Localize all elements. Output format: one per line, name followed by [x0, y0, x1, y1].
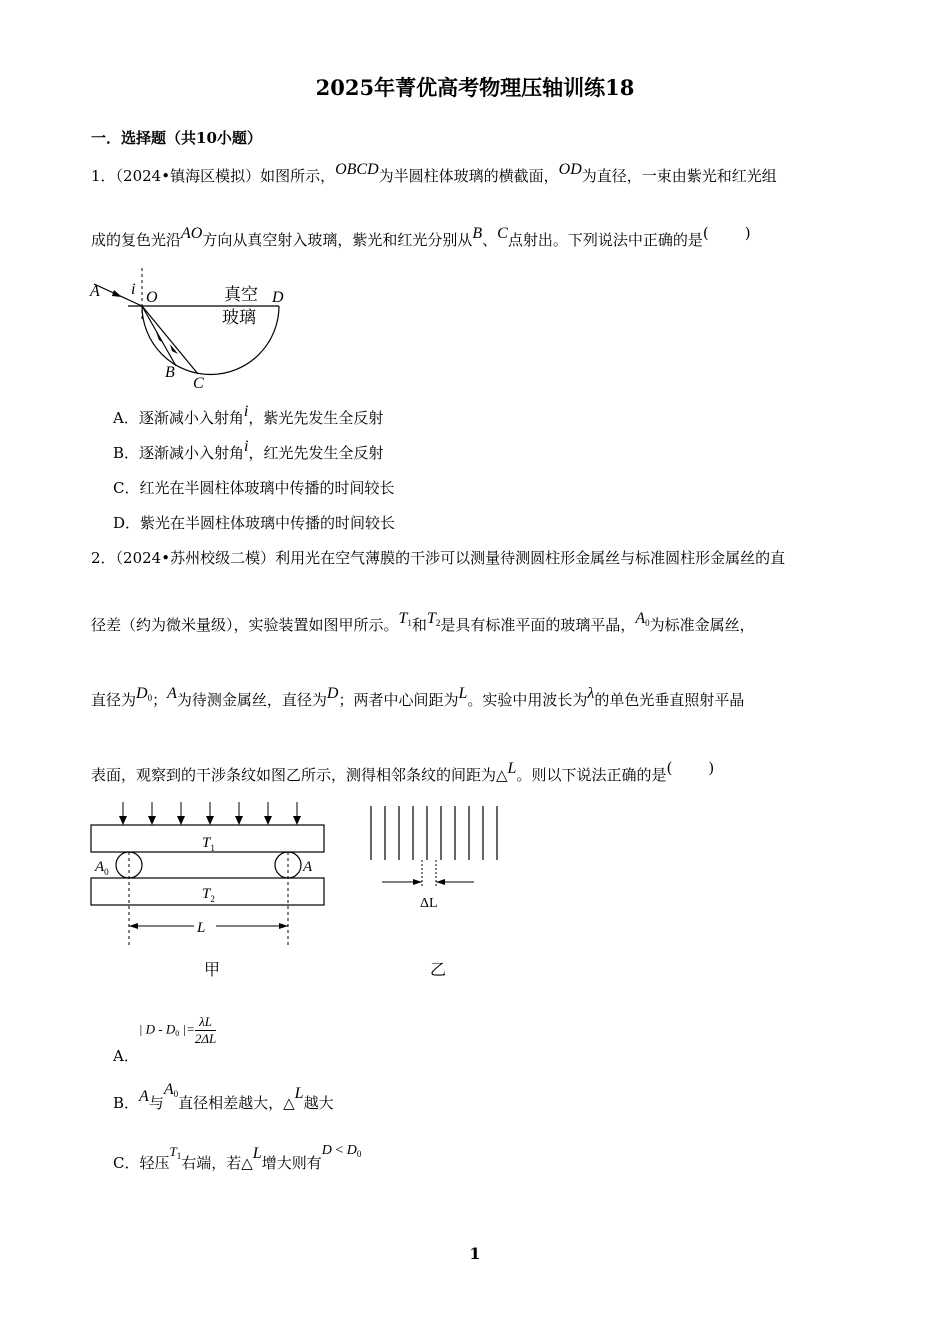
q2-var-t2 [427, 610, 440, 627]
answer-paren-close: ) [708, 759, 715, 777]
formula-subscript: 0 [175, 1029, 180, 1039]
option-label: B． [113, 444, 140, 462]
formula-fraction [195, 1014, 216, 1047]
fraction-numerator: λL [195, 1014, 216, 1031]
q1-option-b[interactable] [113, 438, 384, 463]
q2-line-1: 2．（2024•苏州校级二模）利用光在空气薄膜的干涉可以测量待测圆柱形金属丝与标准圆柱形金属丝的直 [91, 549, 786, 567]
label-letter: A [95, 859, 105, 875]
option-text: 右端，若△ [181, 1154, 253, 1172]
q1-line-2 [91, 224, 751, 250]
label-c: C [193, 375, 204, 392]
label-b: B [165, 364, 175, 381]
var-letter: D [346, 1143, 357, 1158]
var-subscript: 1 [176, 1151, 182, 1161]
q1-text: 方向从真空射入玻璃，紫光和红光分别从 [202, 231, 473, 249]
page-title: 2025年菁优高考物理压轴训练18 [315, 75, 635, 100]
label-i: i [131, 281, 136, 298]
q2-var-t1 [399, 610, 412, 627]
answer-paren-open: ( [666, 759, 673, 777]
q1-var-b: B [472, 225, 483, 242]
option-text: 与 [148, 1094, 164, 1112]
var-letter: D [136, 685, 148, 702]
var-letter: A [163, 1081, 174, 1098]
q2-var-a0 [635, 610, 649, 627]
q1-text: 成的复色光沿 [91, 231, 182, 249]
section-heading: 一．选择题（共10小题） [91, 129, 262, 147]
label-subscript: 1 [210, 843, 215, 853]
answer-paren-close: ) [744, 224, 751, 242]
option-text: 逐渐减小入射角 [139, 444, 245, 462]
option-text: 逐渐减小入射角 [138, 409, 244, 427]
q1-var-ao: AO [181, 225, 203, 242]
var-letter: T [426, 610, 436, 627]
option-text: ，紫光先发生全反射 [248, 409, 384, 427]
formula-a [139, 1014, 216, 1047]
q1-option-a[interactable] [113, 403, 384, 428]
label-l: L [197, 920, 206, 936]
q2-option-a[interactable] [113, 1012, 217, 1066]
q2-text: 是具有标准平面的玻璃平晶， [440, 616, 636, 634]
less-than: < [331, 1143, 347, 1158]
q1-text: 点射出。下列说法中正确的是 [507, 231, 703, 249]
option-var: i [243, 403, 249, 420]
formula-lhs: | D - D [138, 1021, 176, 1037]
label-d: D [272, 289, 284, 306]
var-subscript: 1 [407, 618, 412, 628]
option-text: 紫光在半圆柱体玻璃中传播的时间较长 [140, 514, 396, 532]
option-var: A [139, 1088, 149, 1105]
label-yi: 乙 [430, 960, 447, 979]
label-vacuum: 真空 [224, 285, 258, 305]
option-text: ，红光先发生全反射 [248, 444, 384, 462]
label-letter: T [202, 886, 211, 902]
q2-line-4 [91, 759, 715, 785]
var-subscript: 0 [645, 618, 650, 628]
var-subscript: 0 [147, 693, 153, 703]
label-a: A [90, 283, 100, 300]
q1-text: 为半圆柱体玻璃的横截面， [378, 167, 559, 185]
var-subscript: 2 [435, 618, 441, 628]
option-var-t1 [170, 1144, 182, 1159]
label-a: A [303, 859, 313, 875]
var-letter: T [169, 1144, 177, 1159]
var-subscript: 0 [356, 1149, 362, 1159]
option-text: 直径相差越大，△ [178, 1094, 295, 1112]
q2-text: 直径为 [91, 691, 137, 709]
option-var-a0 [164, 1081, 178, 1098]
option-inequality [322, 1143, 362, 1158]
q2-var-l: L [507, 760, 517, 777]
label-delta-l: ΔL [420, 896, 438, 911]
q1-var-obcd: OBCD [335, 161, 379, 178]
option-var: L [252, 1145, 262, 1162]
q2-text: 表面，观察到的干涉条纹如图乙所示，测得相邻条纹的间距为△ [91, 766, 508, 784]
q2-var-l: L [458, 685, 468, 702]
q2-line-2 [91, 610, 755, 635]
label-letter: T [202, 835, 211, 851]
label-subscript: 2 [210, 894, 215, 904]
q1-option-d[interactable] [113, 512, 395, 533]
option-label: A． [113, 1047, 139, 1066]
q2-var-d0 [136, 685, 152, 702]
option-label: C． [113, 1154, 140, 1172]
page-number: 1 [469, 1244, 481, 1263]
option-var: i [244, 438, 249, 455]
q2-option-b[interactable] [113, 1081, 334, 1113]
q2-text: 和 [411, 616, 427, 634]
option-label: D． [113, 514, 141, 532]
option-text: 增大则有 [261, 1154, 322, 1172]
q2-figure [86, 798, 516, 983]
q1-text: 1．（2024•镇海区模拟）如图所示， [91, 167, 336, 185]
option-text: 轻压 [139, 1154, 170, 1172]
option-label: A． [113, 409, 139, 427]
q1-text: 为直径，一束由紫光和红光组 [581, 167, 777, 185]
q1-var-od: OD [558, 161, 582, 178]
q2-text: 。实验中用波长为 [467, 691, 588, 709]
var-subscript: 0 [173, 1089, 179, 1099]
option-label: B． [113, 1094, 140, 1112]
q2-text: 为标准金属丝， [649, 616, 755, 634]
q2-text: ； [152, 691, 168, 709]
label-jia: 甲 [204, 960, 221, 979]
q2-text: 的单色光垂直照射平晶 [594, 691, 745, 709]
q1-option-c[interactable] [113, 477, 395, 498]
label-t1 [202, 835, 215, 853]
q2-text: 。则以下说法正确的是 [516, 766, 667, 784]
var-letter: D [321, 1143, 332, 1158]
q1-figure [86, 262, 296, 397]
q1-text: 、 [482, 231, 498, 249]
label-a0 [94, 859, 109, 877]
q2-text: 为待测金属丝，直径为 [176, 691, 327, 709]
q2-option-c[interactable] [113, 1143, 362, 1173]
q2-text: 径差（约为微米量级），实验装置如图甲所示。 [91, 616, 399, 634]
option-text: 红光在半圆柱体玻璃中传播的时间较长 [139, 479, 395, 497]
option-label: C． [113, 479, 140, 497]
q2-var-d: D [326, 685, 339, 702]
fraction-denominator: 2ΔL [194, 1031, 217, 1046]
label-subscript: 0 [104, 867, 109, 877]
option-var: L [294, 1085, 304, 1102]
q2-var-lambda: λ [587, 685, 595, 702]
var-letter: T [398, 610, 408, 627]
label-glass: 玻璃 [222, 308, 256, 328]
q1-line-1 [91, 161, 777, 186]
q2-text: ；两者中心间距为 [338, 691, 459, 709]
label-t2 [202, 886, 215, 904]
q1-var-c: C [497, 225, 508, 242]
q2-line-3 [91, 685, 745, 710]
q2-var-a: A [167, 685, 177, 702]
label-o: O [146, 289, 158, 306]
var-letter: A [635, 610, 646, 627]
answer-paren-open: ( [702, 224, 709, 242]
formula-eq: |= [179, 1021, 195, 1037]
option-text: 越大 [303, 1094, 334, 1112]
